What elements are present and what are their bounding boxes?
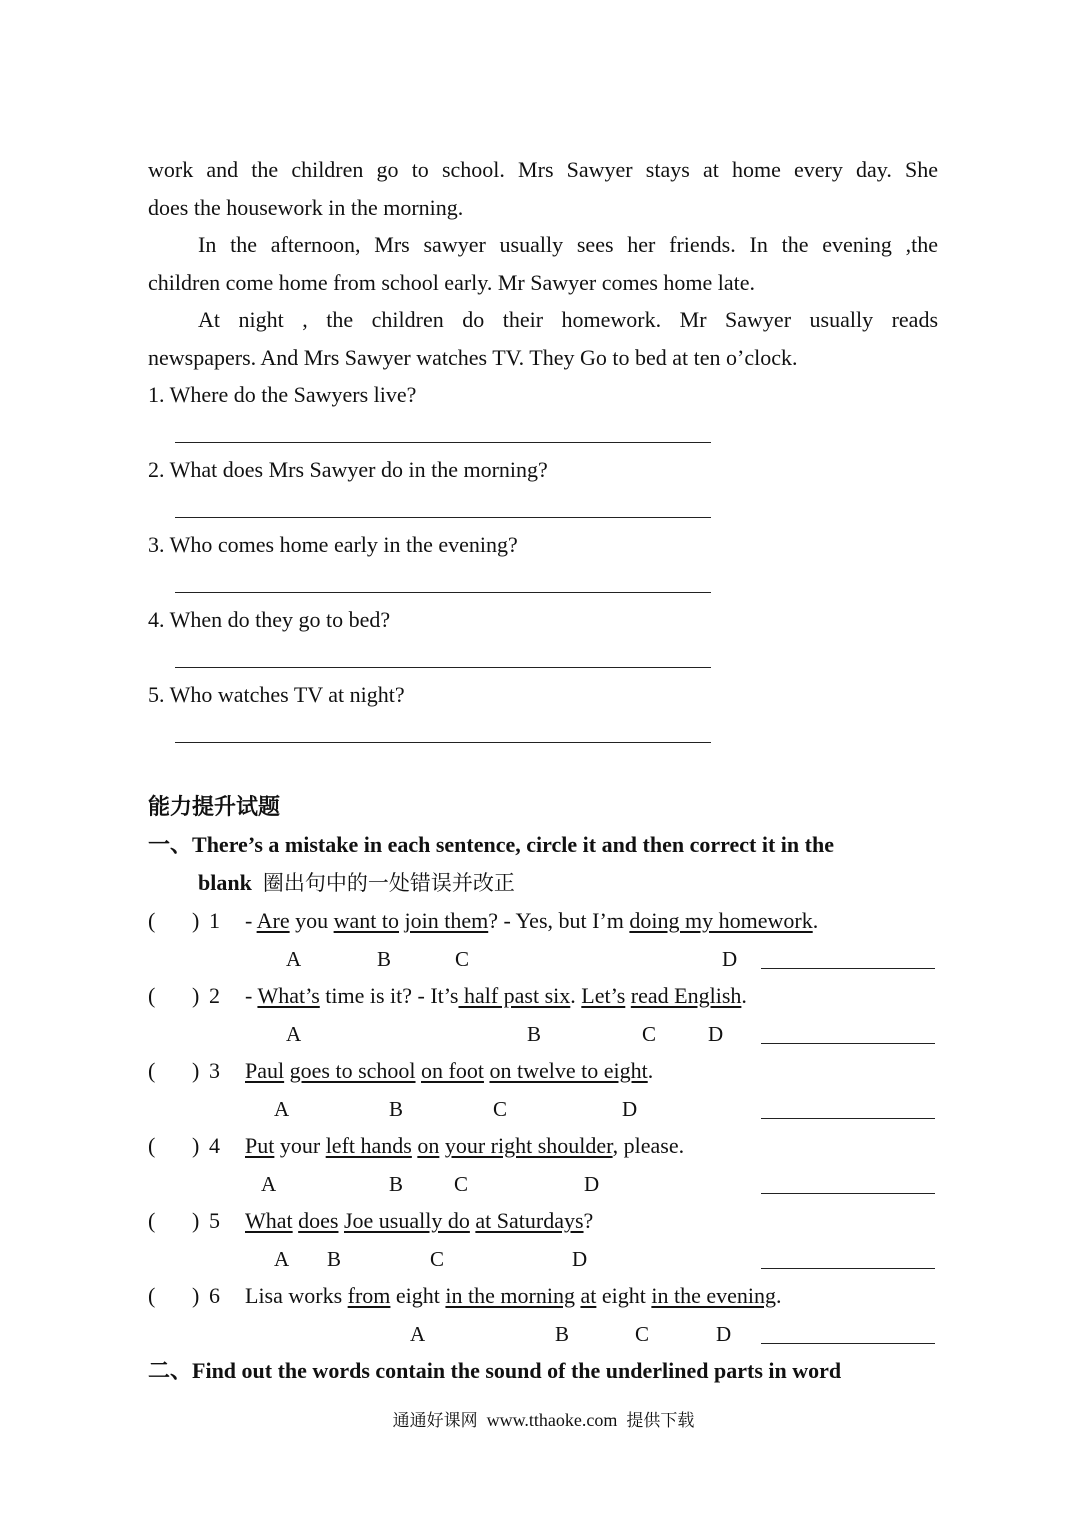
part1-number: 一、 (148, 833, 193, 858)
option-label: B (555, 1322, 570, 1346)
option-label: C (642, 1022, 657, 1046)
section-title (148, 792, 280, 823)
question-3: 3. Who comes home early in the evening? (148, 532, 518, 557)
answer-paren-open: ( (148, 1133, 156, 1158)
answer-paren-open: ( (148, 1208, 156, 1233)
correction-blank[interactable] (761, 968, 935, 969)
answer-paren-close: ) (192, 983, 200, 1008)
option-label: D (584, 1172, 600, 1196)
passage-line: At night , the children do their homework. Mr Sawyer usually reads (198, 307, 938, 332)
passage-line: children come home from school early. Mr Sawyer comes home late. (148, 270, 756, 295)
answer-paren-open: ( (148, 983, 156, 1008)
question-1: 1. Where do the Sawyers live? (148, 382, 417, 407)
part2-instruction-en: Find out the words contain the sound of the underlined parts in word (192, 1358, 842, 1383)
option-label: D (572, 1247, 588, 1271)
answer-paren-open: ( (148, 1283, 156, 1308)
answer-line[interactable] (175, 442, 711, 443)
item-number: 3 (209, 1058, 220, 1083)
answer-line[interactable] (175, 667, 711, 668)
page-footer (0, 1406, 1087, 1431)
option-label: A (274, 1247, 290, 1271)
item-sentence: What does Joe usually do at Saturdays? (245, 1208, 594, 1233)
answer-paren-close: ) (192, 1058, 200, 1083)
item-sentence: Put your left hands on your right shoulder, please. (245, 1133, 685, 1158)
option-label: C (493, 1097, 508, 1121)
part2-number: 二、 (148, 1359, 193, 1384)
answer-paren-close: ) (192, 1208, 200, 1233)
option-label: A (286, 1022, 302, 1046)
option-label: D (622, 1097, 638, 1121)
item-sentence: Lisa works from eight in the morning at eight in the evening. (245, 1283, 782, 1308)
item-sentence: - Are you want to join them? - Yes, but I’m doing my homework. (245, 908, 819, 933)
part1-instruction-line2 (198, 868, 515, 898)
item-number: 2 (209, 983, 220, 1008)
answer-line[interactable] (175, 517, 711, 518)
part1-instruction-cn: 圈出句中的一处错误并改正 (262, 871, 515, 895)
correction-blank[interactable] (761, 1343, 935, 1344)
option-label: C (430, 1247, 445, 1271)
answer-paren-open: ( (148, 908, 156, 933)
item-sentence: - What’s time is it? - It’s half past six. Let’s read English. (245, 983, 747, 1008)
part1-instruction-en: There’s a mistake in each sentence, circle it and then correct it in the (192, 832, 834, 857)
passage-line: work and the children go to school. Mrs Sawyer stays at home every day. She (148, 157, 938, 182)
option-label: A (286, 947, 302, 971)
option-label: A (261, 1172, 277, 1196)
question-5: 5. Who watches TV at night? (148, 682, 405, 707)
footer-site-name: 通通好课网 (392, 1411, 478, 1431)
item-number: 6 (209, 1283, 220, 1308)
option-label: D (722, 947, 738, 971)
option-label: B (389, 1097, 404, 1121)
part1-instruction-en2: blank (198, 870, 252, 895)
item-sentence: Paul goes to school on foot on twelve to eight. (245, 1058, 654, 1083)
answer-paren-close: ) (192, 908, 200, 933)
question-4: 4. When do they go to bed? (148, 607, 391, 632)
section-title-text: 能力提升试题 (148, 795, 281, 820)
part2-instruction (148, 1356, 938, 1387)
answer-paren-close: ) (192, 1283, 200, 1308)
option-label: B (527, 1022, 542, 1046)
option-label: A (410, 1322, 426, 1346)
passage-line: does the housework in the morning. (148, 195, 464, 220)
answer-paren-close: ) (192, 1133, 200, 1158)
correction-blank[interactable] (761, 1118, 935, 1119)
option-label: B (327, 1247, 342, 1271)
passage-line: newspapers. And Mrs Sawyer watches TV. They Go to bed at ten o’clock. (148, 345, 798, 370)
question-2: 2. What does Mrs Sawyer do in the morning? (148, 457, 548, 482)
answer-line[interactable] (175, 592, 711, 593)
correction-blank[interactable] (761, 1043, 935, 1044)
answer-paren-open: ( (148, 1058, 156, 1083)
passage-line: In the afternoon, Mrs sawyer usually sees her friends. In the evening ,the (198, 232, 938, 257)
answer-line[interactable] (175, 742, 711, 743)
footer-url[interactable]: www.tthaoke.com (486, 1410, 618, 1430)
correction-blank[interactable] (761, 1193, 935, 1194)
part1-instruction (148, 830, 938, 861)
option-label: D (716, 1322, 732, 1346)
option-label: D (708, 1022, 724, 1046)
footer-note: 提供下载 (626, 1411, 695, 1431)
option-label: C (455, 947, 470, 971)
option-label: A (274, 1097, 290, 1121)
item-number: 5 (209, 1208, 220, 1233)
correction-blank[interactable] (761, 1268, 935, 1269)
option-label: C (635, 1322, 650, 1346)
option-label: B (377, 947, 392, 971)
item-number: 4 (209, 1133, 220, 1158)
option-label: C (454, 1172, 469, 1196)
option-label: B (389, 1172, 404, 1196)
item-number: 1 (209, 908, 220, 933)
